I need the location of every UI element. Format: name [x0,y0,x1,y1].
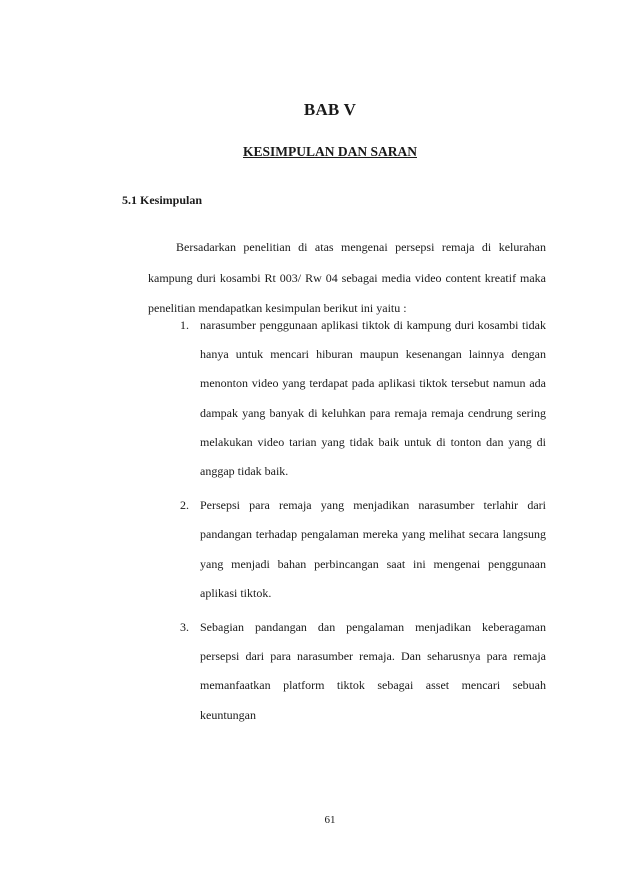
page-number: 61 [324,814,336,826]
list-item-number: 2. [180,498,189,513]
list-item-number: 1. [180,318,189,332]
list-item-text: Persepsi para remaja yang menjadikan narasumber terlahir dari pandangan terhadap pengalaman mereka yang melihat secara langsung yang menjadi bahan perbincangan saat ini mengenai penggunaan aplikasi tiktok. [200,498,546,600]
list-item [176,613,546,730]
list-item-number: 3. [180,620,189,635]
section-heading: 5.1 Kesimpulan [122,193,203,207]
list-item [176,311,546,486]
list-item-text: narasumber penggunaan aplikasi tiktok di kampung duri kosambi tidak hanya untuk mencari hiburan maupun kesenangan lainnya dengan menonton video yang terdapat pada aplikasi tiktok tersebut namun ada dampak yang banyak di keluhkan para remaja remaja cendrung sering melakukan video tarian yang tidak baik untuk di tonton dan yang di anggap tidak baik. [200,318,546,479]
chapter-subtitle: KESIMPULAN DAN SARAN [242,144,417,159]
intro-paragraph: Bersadarkan penelitian di atas mengenai persepsi remaja di kelurahan kampung duri kosambi Rt 003/ Rw 04 sebagai media video content kreatif maka penelitian mendapatkan kesimpulan berikut ini yaitu : [148,240,546,315]
chapter-title: BAB V [303,100,357,119]
list-item-text: Sebagian pandangan dan pengalaman menjadikan keberagaman persepsi dari para narasumber remaja. Dan seharusnya para remaja memanfaatkan platform tiktok sebagai asset mencari sebuah keuntungan [200,620,546,722]
list-item [176,491,546,608]
conclusion-list [176,311,546,735]
